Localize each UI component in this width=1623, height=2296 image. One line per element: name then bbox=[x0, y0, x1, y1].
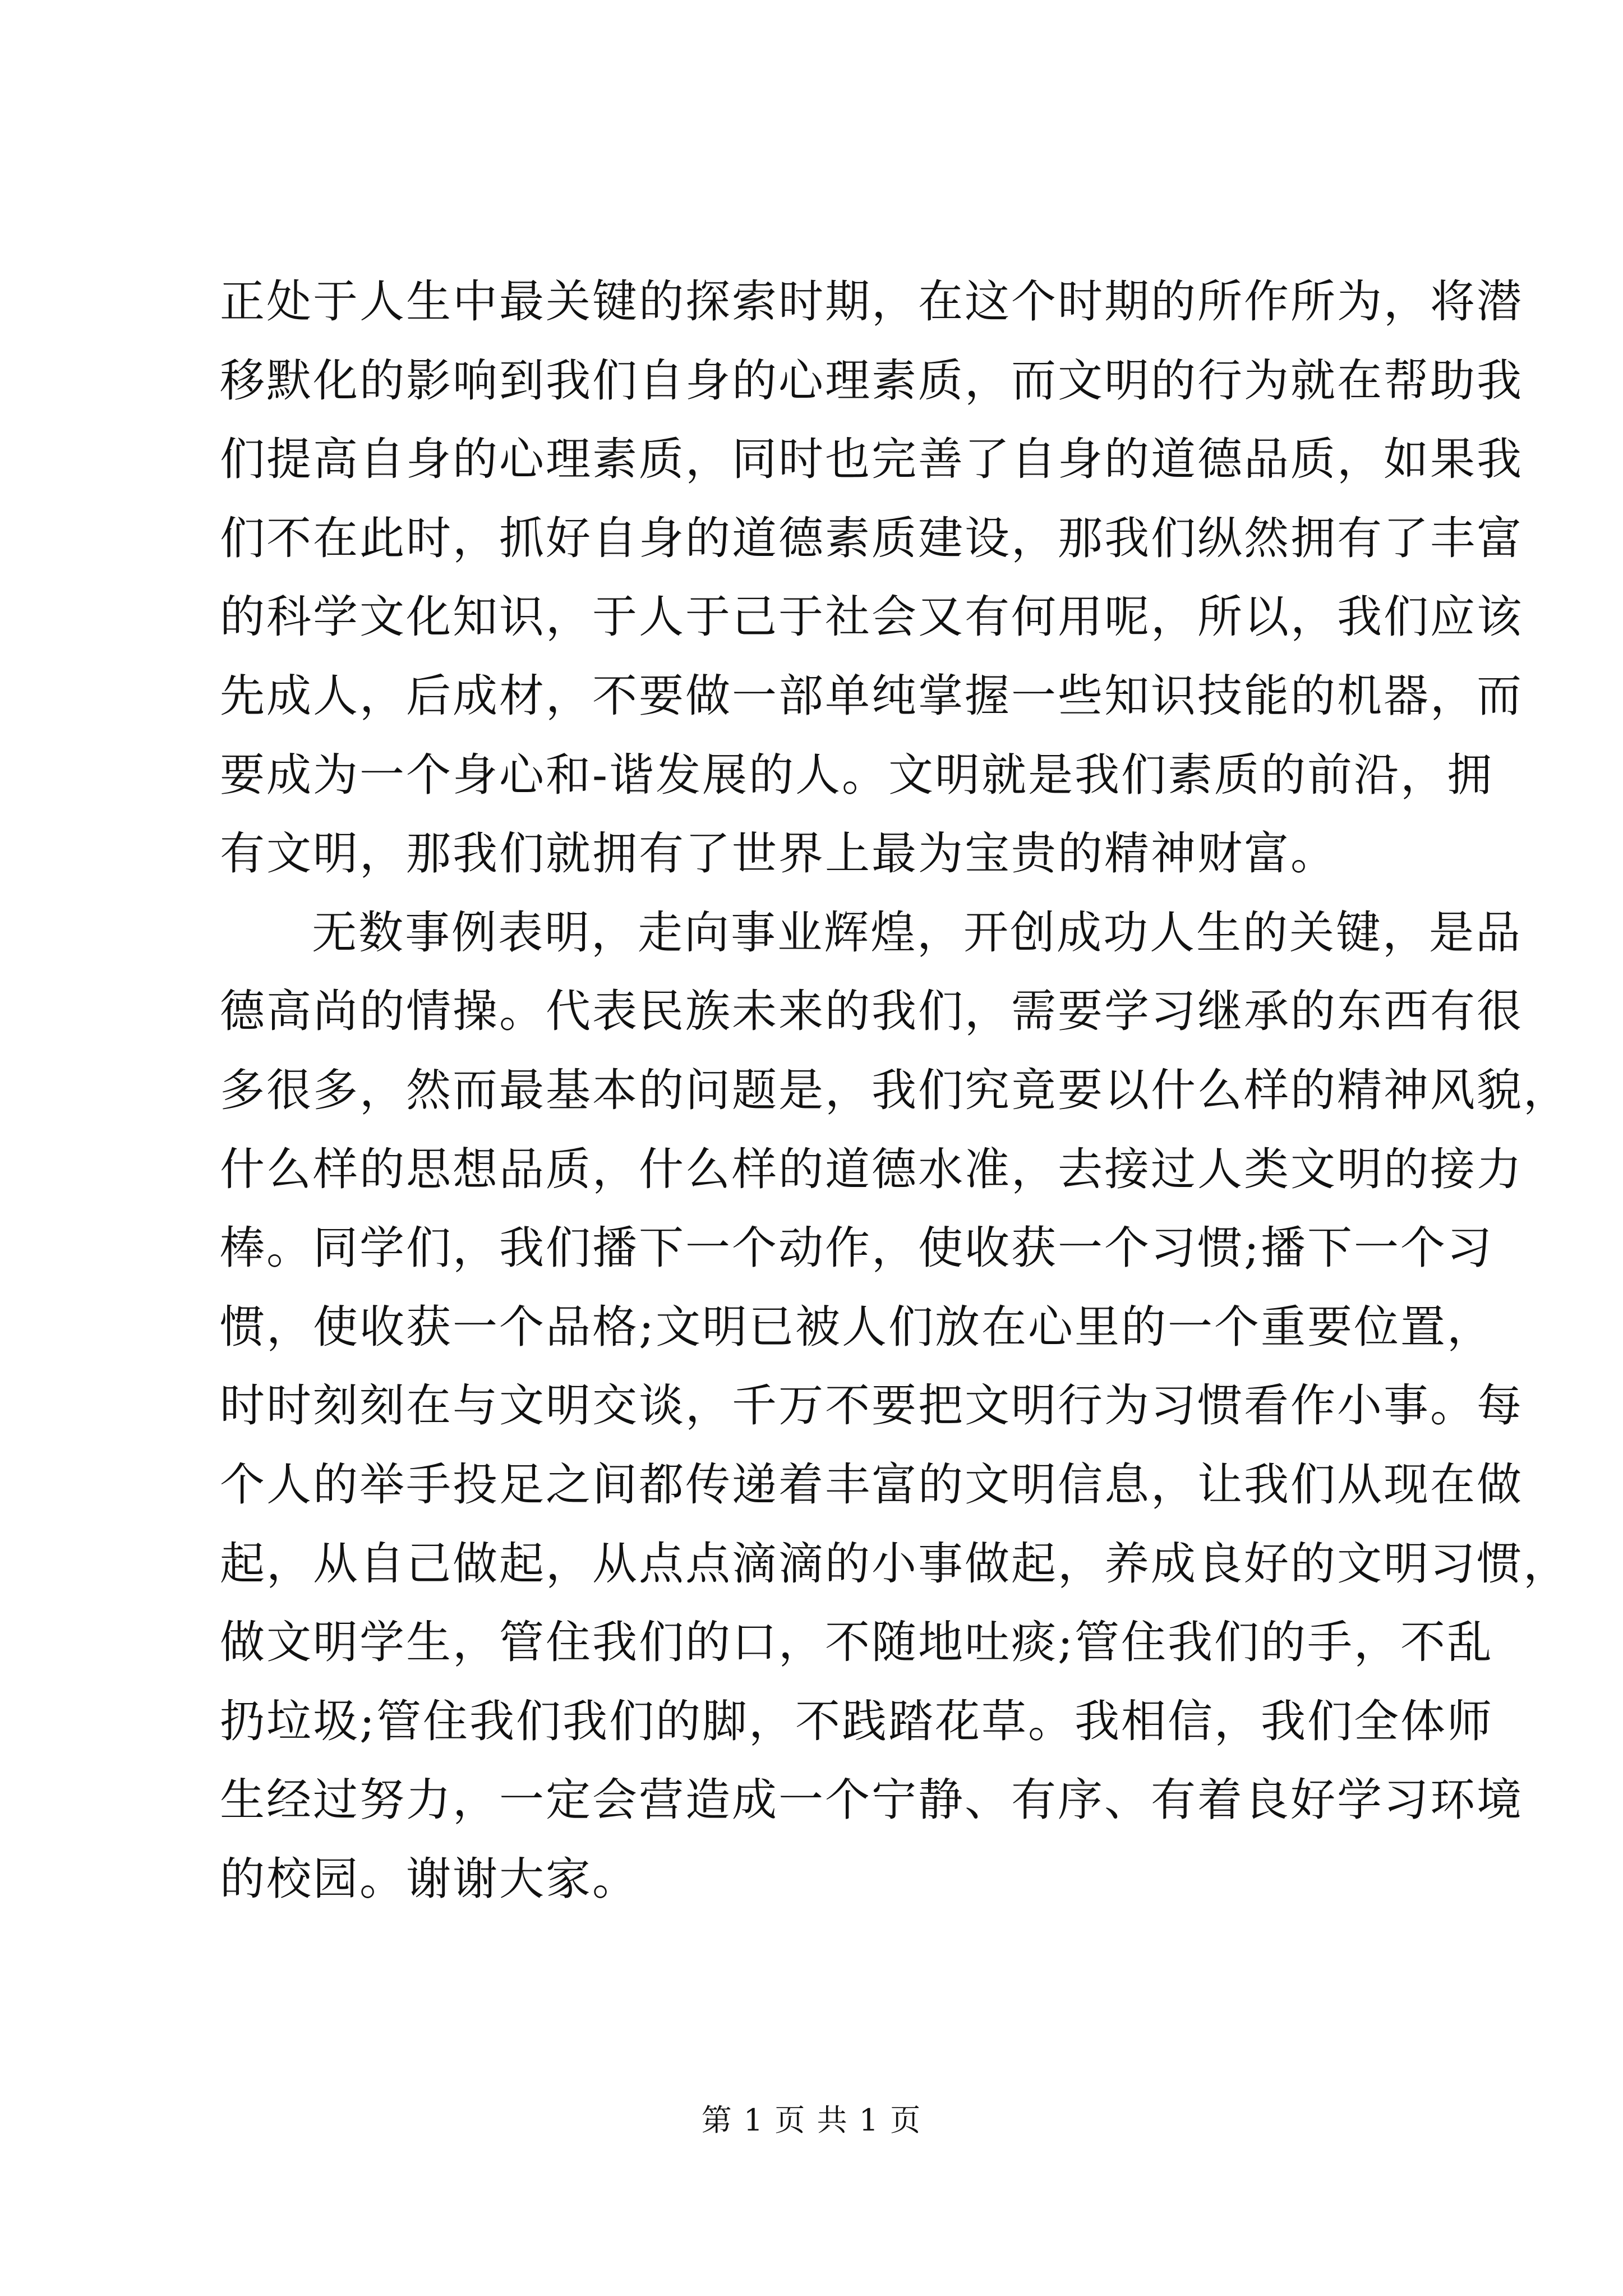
text-line: 们提高自身的心理素质，同时也完善了自身的道德品质，如果我 bbox=[220, 433, 1523, 486]
text-line: 的科学文化知识，于人于己于社会又有何用呢，所以，我们应该 bbox=[220, 591, 1523, 643]
text-line: 做文明学生，管住我们的口，不随地吐痰;管住我们的手，不乱 bbox=[220, 1616, 1493, 1669]
text-line: 多很多，然而最基本的问题是，我们究竟要以什么样的精神风貌， bbox=[220, 1064, 1570, 1116]
text-line: 起，从自己做起，从点点滴滴的小事做起，养成良好的文明习惯， bbox=[220, 1537, 1570, 1590]
text-line: 扔垃圾;管住我们我们的脚，不践踏花草。我相信，我们全体师 bbox=[220, 1695, 1493, 1747]
text-line: 们不在此时，抓好自身的道德素质建设，那我们纵然拥有了丰富 bbox=[220, 512, 1523, 564]
text-line: 生经过努力，一定会营造成一个宁静、有序、有着良好学习环境 bbox=[220, 1774, 1523, 1826]
text-line: 的校园。谢谢大家。 bbox=[220, 1852, 639, 1905]
text-line: 时时刻刻在与文明交谈，千万不要把文明行为习惯看作小事。每 bbox=[220, 1379, 1523, 1432]
text-line: 个人的举手投足之间都传递着丰富的文明信息，让我们从现在做 bbox=[220, 1458, 1523, 1511]
text-line: 棒。同学们，我们播下一个动作，使收获一个习惯;播下一个习 bbox=[220, 1222, 1493, 1274]
document-body bbox=[220, 263, 1570, 1918]
page-number-footer: 第 1 页 共 1 页 bbox=[701, 2102, 922, 2138]
text-line: 要成为一个身心和-谐发展的人。文明就是我们素质的前沿，拥 bbox=[220, 748, 1494, 801]
text-line: 惯，使收获一个品格;文明已被人们放在心里的一个重要位置， bbox=[220, 1300, 1493, 1353]
paragraph-first-line: 无数事例表明，走向事业辉煌，开创成功人生的关键，是品 bbox=[312, 906, 1522, 959]
text-line: 先成人，后成材，不要做一部单纯掌握一些知识技能的机器，而 bbox=[220, 669, 1523, 722]
text-line: 移默化的影响到我们自身的心理素质，而文明的行为就在帮助我 bbox=[220, 354, 1523, 407]
text-line: 正处于人生中最关键的探索时期，在这个时期的所作所为，将潜 bbox=[220, 275, 1523, 328]
text-line: 有文明，那我们就拥有了世界上最为宝贵的精神财富。 bbox=[220, 827, 1337, 880]
text-line: 德高尚的情操。代表民族未来的我们，需要学习继承的东西有很 bbox=[220, 985, 1523, 1038]
text-line: 什么样的思想品质，什么样的道德水准，去接过人类文明的接力 bbox=[220, 1143, 1523, 1195]
